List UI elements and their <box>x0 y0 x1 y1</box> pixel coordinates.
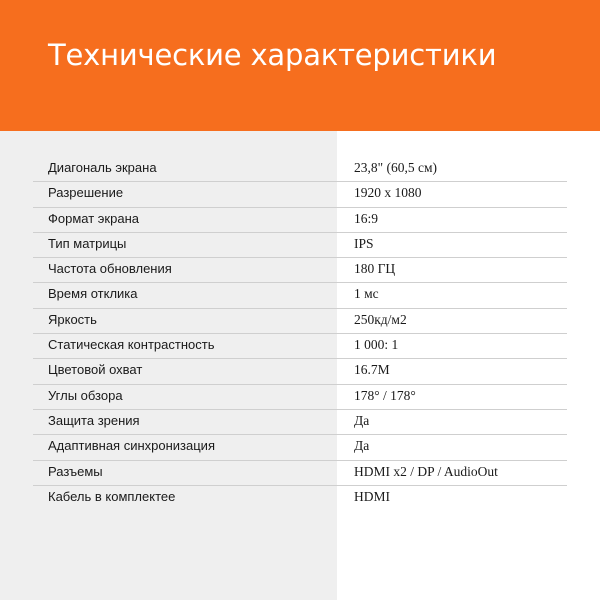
spec-row <box>0 157 600 182</box>
spec-label: Время отклика <box>48 286 138 302</box>
page-title: Технические характеристики <box>48 38 497 72</box>
spec-row <box>0 208 600 233</box>
spec-value: 250кд/м2 <box>354 311 407 327</box>
spec-row <box>0 410 600 435</box>
spec-value: 1920 x 1080 <box>354 185 422 201</box>
spec-row <box>0 182 600 207</box>
spec-row <box>0 334 600 359</box>
spec-label: Формат экрана <box>48 210 139 226</box>
spec-label: Цветовой охват <box>48 362 143 378</box>
spec-value: HDMI <box>354 488 390 504</box>
spec-value: 178° / 178° <box>354 387 416 403</box>
header-banner <box>0 0 600 131</box>
spec-row <box>0 435 600 460</box>
spec-label: Яркость <box>48 311 97 327</box>
spec-label: Частота обновления <box>48 261 172 277</box>
spec-label: Защита зрения <box>48 412 140 428</box>
spec-label: Кабель в комплектее <box>48 488 176 504</box>
spec-value: 16.7M <box>354 362 390 378</box>
spec-row <box>0 359 600 384</box>
spec-value: 23,8" (60,5 см) <box>354 160 438 175</box>
spec-row <box>0 258 600 283</box>
spec-label: Разрешение <box>48 185 124 201</box>
spec-row <box>0 233 600 258</box>
spec-row <box>0 309 600 334</box>
spec-value: 16:9 <box>354 210 379 226</box>
spec-value: Да <box>354 438 370 454</box>
spec-value: 1 000: 1 <box>354 337 399 353</box>
spec-row <box>0 385 600 410</box>
spec-row <box>0 283 600 308</box>
spec-label: Статическая контрастность <box>48 337 215 353</box>
spec-label: Углы обзора <box>48 387 123 403</box>
spec-label: Разъемы <box>48 463 103 479</box>
spec-value: IPS <box>354 235 374 251</box>
spec-value: 180 ГЦ <box>354 261 396 277</box>
spec-row <box>0 461 600 486</box>
spec-value: Да <box>354 412 370 428</box>
spec-value: HDMI x2 / DP / AudioOut <box>354 463 498 479</box>
spec-row <box>0 486 600 511</box>
spec-label: Диагональ экрана <box>48 160 157 175</box>
spec-label: Тип матрицы <box>48 235 127 251</box>
spec-table <box>0 157 600 511</box>
spec-value: 1 мс <box>354 286 379 302</box>
spec-label: Адаптивная синхронизация <box>48 438 215 454</box>
